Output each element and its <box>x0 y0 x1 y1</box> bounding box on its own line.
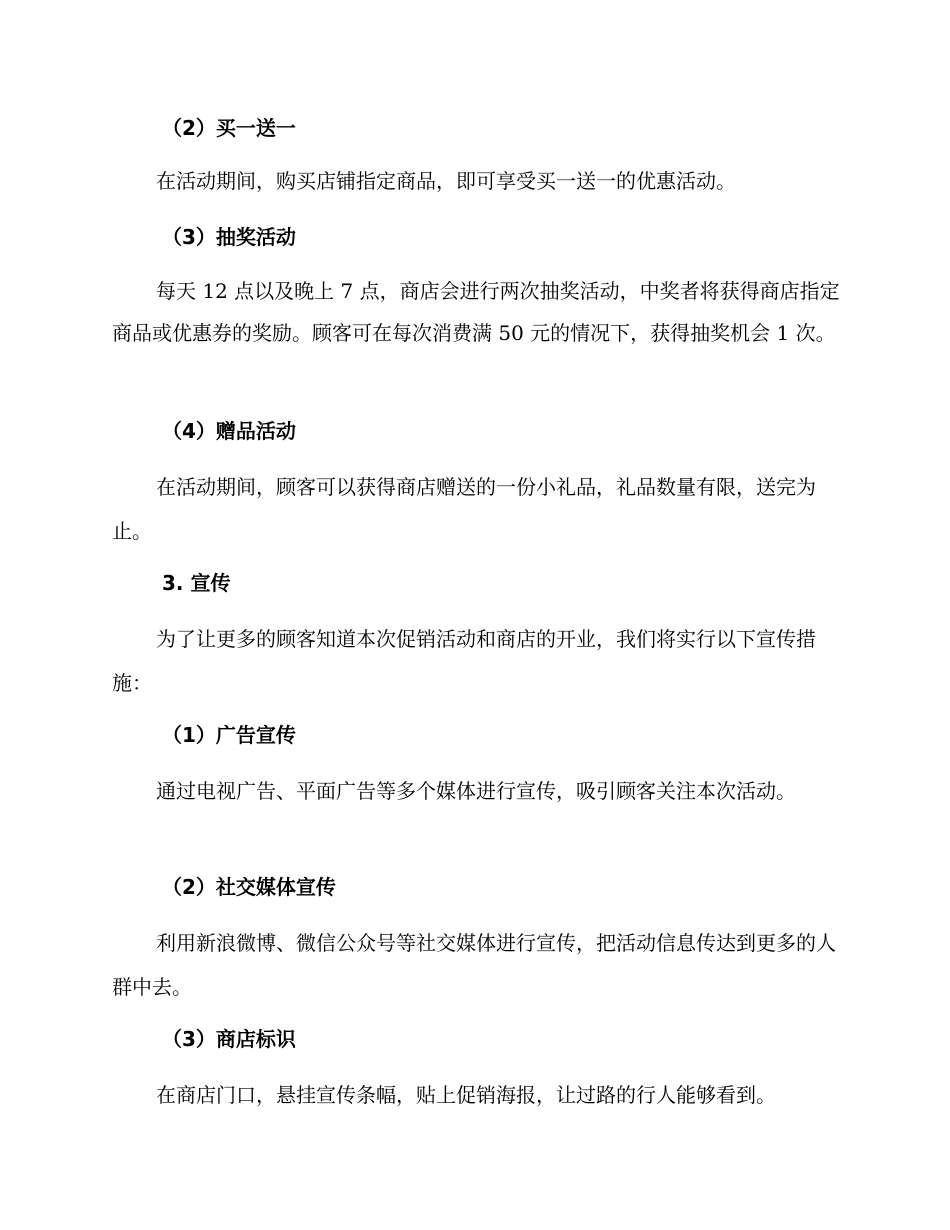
heading-advertising: （1）广告宣传 <box>162 723 296 747</box>
heading-lottery: （3）抽奖活动 <box>162 225 296 249</box>
paragraph-promotion: 为了让更多的顾客知道本次促销活动和商店的开业，我们将实行以下宣传措施： <box>112 627 816 695</box>
paragraph-store-signage: 在商店门口，悬挂宣传条幅，贴上促销海报，让过路的行人能够看到。 <box>156 1083 776 1107</box>
heading-promotion: 3. 宣传 <box>162 571 231 595</box>
paragraph-gift: 在活动期间，顾客可以获得商店赠送的一份小礼品，礼品数量有限，送完为止。 <box>112 475 816 543</box>
heading-gift: （4）赠品活动 <box>162 419 296 443</box>
paragraph-lottery: 每天 12 点以及晚上 7 点，商店会进行两次抽奖活动，中奖者将获得商店指定商品或优惠券的奖励。顾客可在每次消费满 50 元的情况下，获得抽奖机会 1 次。 <box>112 279 840 345</box>
heading-buy-one-get-one: （2）买一送一 <box>162 116 296 140</box>
heading-social-media: （2）社交媒体宣传 <box>162 875 336 899</box>
heading-store-signage: （3）商店标识 <box>162 1027 296 1051</box>
paragraph-social-media: 利用新浪微博、微信公众号等社交媒体进行宣传，把活动信息传达到更多的人群中去。 <box>112 931 836 999</box>
paragraph-advertising: 通过电视广告、平面广告等多个媒体进行宣传，吸引顾客关注本次活动。 <box>156 779 796 803</box>
paragraph-buy-one-get-one: 在活动期间，购买店铺指定商品，即可享受买一送一的优惠活动。 <box>156 169 736 193</box>
